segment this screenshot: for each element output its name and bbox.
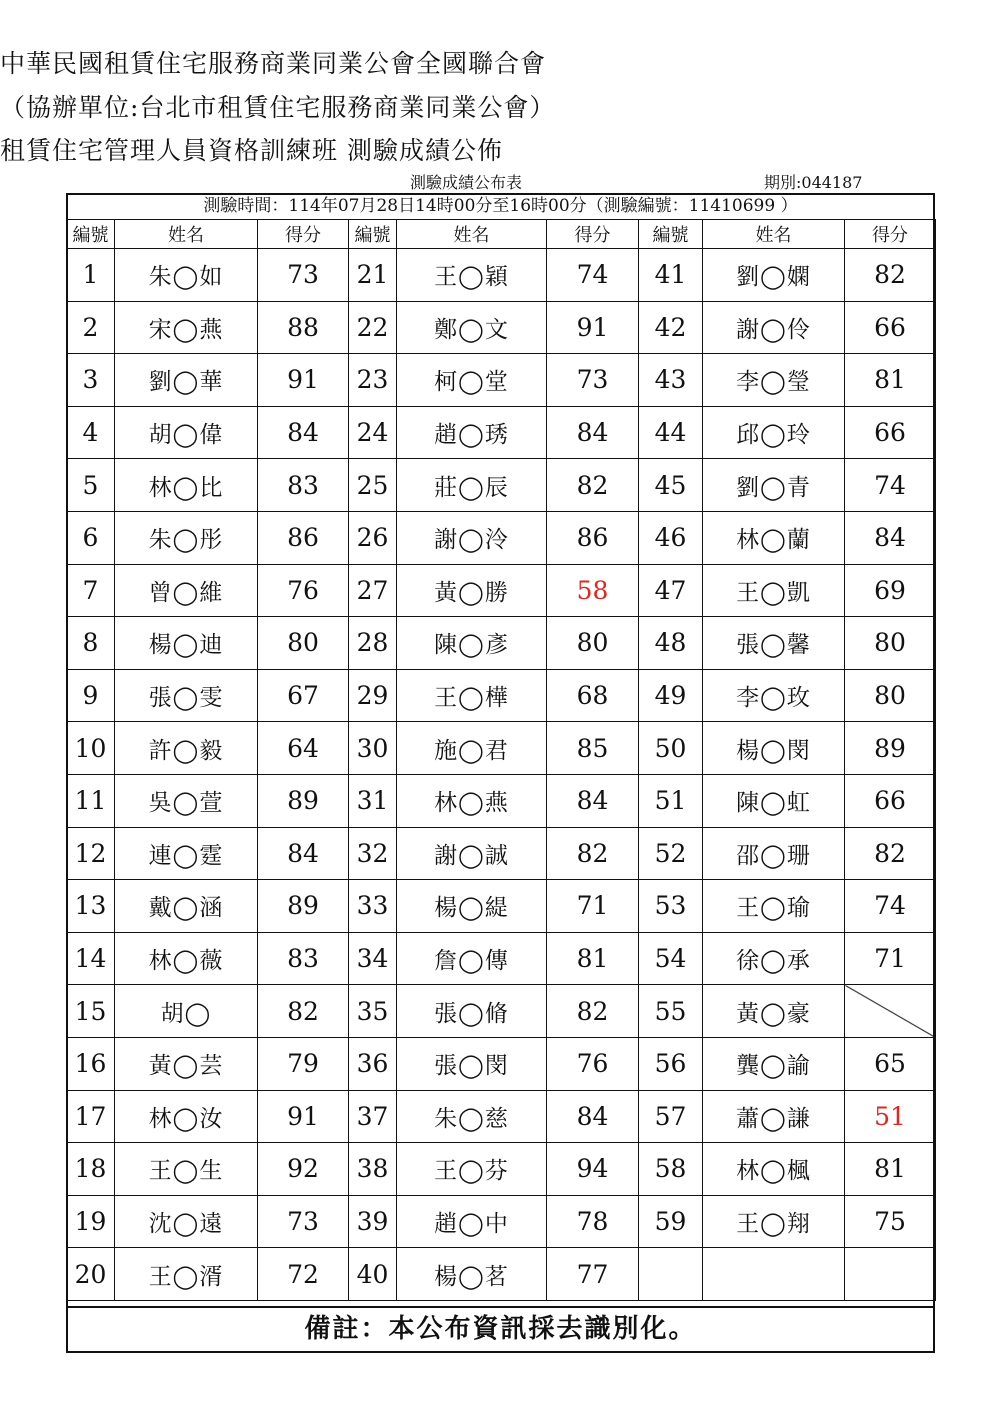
examinee-name: 楊◯迪 (115, 617, 258, 670)
examinee-score: 78 (547, 1195, 639, 1248)
entry-number: 41 (639, 249, 703, 302)
examinee-score: 74 (845, 880, 936, 933)
examinee-name: 王◯瑜 (703, 880, 845, 933)
entry-number: 37 (349, 1090, 397, 1143)
entry-number: 27 (349, 564, 397, 617)
entry-number: 13 (67, 880, 115, 933)
examinee-name: 謝◯誠 (397, 827, 547, 880)
examinee-name: 劉◯華 (115, 354, 258, 407)
examinee-score: 79 (258, 1037, 349, 1090)
period-label: 期別:044187 (764, 173, 863, 192)
exam-info: 測驗時間：114年07月28日14時00分至16時00分（測驗編號：11410699 ） (203, 196, 798, 216)
examinee-name: 鄭◯文 (397, 301, 547, 354)
entry-number: 2 (67, 301, 115, 354)
entry-number: 17 (67, 1090, 115, 1143)
examinee-score: 82 (845, 249, 936, 302)
entry-number: 4 (67, 406, 115, 459)
examinee-score: 80 (258, 617, 349, 670)
table-row (67, 880, 936, 933)
entry-number: 56 (639, 1037, 703, 1090)
entry-number: 19 (67, 1195, 115, 1248)
table-row (67, 774, 936, 827)
examinee-score: 84 (845, 511, 936, 564)
examinee-score: 82 (547, 827, 639, 880)
examinee-score: 66 (845, 774, 936, 827)
examinee-score: 83 (258, 459, 349, 512)
examinee-name: 陳◯彥 (397, 617, 547, 670)
examinee-name: 柯◯堂 (397, 354, 547, 407)
entry-number: 30 (349, 722, 397, 775)
examinee-score: 85 (547, 722, 639, 775)
entry-number: 58 (639, 1143, 703, 1196)
entry-number: 23 (349, 354, 397, 407)
examinee-name: 陳◯虹 (703, 774, 845, 827)
co-organizer-line: （協辦單位:台北市租賃住宅服務商業同業公會） (0, 93, 556, 122)
examinee-name: 許◯毅 (115, 722, 258, 775)
entry-number: 51 (639, 774, 703, 827)
examinee-score: 66 (845, 406, 936, 459)
entry-number: 36 (349, 1037, 397, 1090)
examinee-score: 84 (547, 1090, 639, 1143)
col-header-name: 姓名 (115, 220, 258, 249)
entry-number: 7 (67, 564, 115, 617)
examinee-name: 趙◯中 (397, 1195, 547, 1248)
entry-number: 3 (67, 354, 115, 407)
entry-number: 44 (639, 406, 703, 459)
examinee-name: 王◯湑 (115, 1248, 258, 1301)
entry-number: 59 (639, 1195, 703, 1248)
examinee-name: 林◯薇 (115, 932, 258, 985)
examinee-score: 73 (547, 354, 639, 407)
examinee-name: 朱◯彤 (115, 511, 258, 564)
examinee-name: 李◯玫 (703, 669, 845, 722)
examinee-name: 邵◯珊 (703, 827, 845, 880)
score-table-body (67, 249, 936, 1301)
col-header-score: 得分 (547, 220, 639, 249)
examinee-name: 沈◯遠 (115, 1195, 258, 1248)
examinee-score: 88 (258, 301, 349, 354)
examinee-name: 吳◯萱 (115, 774, 258, 827)
score-table (66, 219, 936, 1301)
empty-score-cell (845, 985, 936, 1038)
examinee-score: 82 (258, 985, 349, 1038)
table-caption: 測驗成績公布表 (410, 173, 523, 192)
entry-number: 12 (67, 827, 115, 880)
examinee-name: 徐◯承 (703, 932, 845, 985)
entry-number: 9 (67, 669, 115, 722)
examinee-score: 83 (258, 932, 349, 985)
examinee-name: 曾◯維 (115, 564, 258, 617)
entry-number: 55 (639, 985, 703, 1038)
examinee-name: 林◯燕 (397, 774, 547, 827)
entry-number: 47 (639, 564, 703, 617)
examinee-score: 86 (258, 511, 349, 564)
examinee-name: 詹◯傳 (397, 932, 547, 985)
entry-number: 34 (349, 932, 397, 985)
entry-number: 50 (639, 722, 703, 775)
entry-number: 15 (67, 985, 115, 1038)
examinee-name: 王◯芬 (397, 1143, 547, 1196)
examinee-score: 73 (258, 249, 349, 302)
examinee-score: 80 (845, 669, 936, 722)
entry-number: 45 (639, 459, 703, 512)
examinee-name: 楊◯茗 (397, 1248, 547, 1301)
examinee-score: 74 (845, 459, 936, 512)
examinee-score (845, 1248, 936, 1301)
table-row (67, 617, 936, 670)
examinee-score: 81 (845, 1143, 936, 1196)
examinee-score: 80 (547, 617, 639, 670)
examinee-score: 91 (258, 1090, 349, 1143)
table-row (67, 406, 936, 459)
col-header-score: 得分 (845, 220, 936, 249)
examinee-name: 楊◯閔 (703, 722, 845, 775)
examinee-name: 趙◯琇 (397, 406, 547, 459)
table-row (67, 669, 936, 722)
examinee-name: 王◯翔 (703, 1195, 845, 1248)
entry-number: 25 (349, 459, 397, 512)
col-header-number: 編號 (67, 220, 115, 249)
examinee-name: 謝◯伶 (703, 301, 845, 354)
entry-number: 6 (67, 511, 115, 564)
examinee-score: 65 (845, 1037, 936, 1090)
entry-number: 43 (639, 354, 703, 407)
entry-number: 8 (67, 617, 115, 670)
entry-number: 21 (349, 249, 397, 302)
entry-number: 52 (639, 827, 703, 880)
examinee-score: 67 (258, 669, 349, 722)
examinee-name: 黃◯豪 (703, 985, 845, 1038)
entry-number: 16 (67, 1037, 115, 1090)
table-row (67, 1037, 936, 1090)
examinee-score: 66 (845, 301, 936, 354)
examinee-score: 71 (547, 880, 639, 933)
entry-number: 20 (67, 1248, 115, 1301)
table-row (67, 459, 936, 512)
table-row (67, 564, 936, 617)
entry-number: 53 (639, 880, 703, 933)
table-row (67, 249, 936, 302)
table-row (67, 1143, 936, 1196)
examinee-score: 81 (547, 932, 639, 985)
examinee-name: 龔◯諭 (703, 1037, 845, 1090)
examinee-name: 林◯楓 (703, 1143, 845, 1196)
examinee-score: 64 (258, 722, 349, 775)
examinee-name: 王◯生 (115, 1143, 258, 1196)
examinee-score: 75 (845, 1195, 936, 1248)
examinee-name: 王◯凱 (703, 564, 845, 617)
col-header-name: 姓名 (397, 220, 547, 249)
entry-number: 48 (639, 617, 703, 670)
examinee-score: 82 (547, 459, 639, 512)
examinee-score: 76 (258, 564, 349, 617)
entry-number: 29 (349, 669, 397, 722)
examinee-score: 89 (258, 880, 349, 933)
examinee-score: 72 (258, 1248, 349, 1301)
entry-number: 46 (639, 511, 703, 564)
footer-note: 備註：本公布資訊採去識別化。 (66, 1306, 935, 1353)
examinee-score: 76 (547, 1037, 639, 1090)
page-title: 中華民國租賃住宅服務商業同業公會全國聯合會 (0, 49, 547, 78)
entry-number: 40 (349, 1248, 397, 1301)
table-row (67, 301, 936, 354)
examinee-name: 張◯馨 (703, 617, 845, 670)
examinee-score: 94 (547, 1143, 639, 1196)
examinee-name: 戴◯涵 (115, 880, 258, 933)
entry-number: 10 (67, 722, 115, 775)
entry-number (639, 1248, 703, 1301)
col-header-number: 編號 (639, 220, 703, 249)
examinee-score: 84 (547, 774, 639, 827)
examinee-name: 張◯脩 (397, 985, 547, 1038)
examinee-score: 82 (845, 827, 936, 880)
examinee-name: 黃◯芸 (115, 1037, 258, 1090)
entry-number: 18 (67, 1143, 115, 1196)
col-header-name: 姓名 (703, 220, 845, 249)
examinee-score: 84 (258, 406, 349, 459)
examinee-name: 張◯閔 (397, 1037, 547, 1090)
examinee-name: 王◯穎 (397, 249, 547, 302)
table-row (67, 1248, 936, 1301)
examinee-name (703, 1248, 845, 1301)
examinee-name: 劉◯青 (703, 459, 845, 512)
examinee-name: 劉◯嫻 (703, 249, 845, 302)
examinee-score: 74 (547, 249, 639, 302)
examinee-name: 張◯雯 (115, 669, 258, 722)
examinee-score: 68 (547, 669, 639, 722)
examinee-name: 林◯蘭 (703, 511, 845, 564)
examinee-name: 林◯比 (115, 459, 258, 512)
entry-number: 28 (349, 617, 397, 670)
entry-number: 11 (67, 774, 115, 827)
examinee-score: 89 (258, 774, 349, 827)
table-header-row (67, 220, 936, 249)
examinee-score: 92 (258, 1143, 349, 1196)
examinee-name: 王◯樺 (397, 669, 547, 722)
examinee-score: 80 (845, 617, 936, 670)
examinee-score: 58 (547, 564, 639, 617)
col-header-number: 編號 (349, 220, 397, 249)
examinee-score: 73 (258, 1195, 349, 1248)
examinee-score: 81 (845, 354, 936, 407)
examinee-name: 李◯瑩 (703, 354, 845, 407)
examinee-name: 朱◯如 (115, 249, 258, 302)
entry-number: 35 (349, 985, 397, 1038)
examinee-name: 蕭◯謙 (703, 1090, 845, 1143)
entry-number: 38 (349, 1143, 397, 1196)
examinee-name: 施◯君 (397, 722, 547, 775)
examinee-name: 宋◯燕 (115, 301, 258, 354)
table-row (67, 1195, 936, 1248)
entry-number: 57 (639, 1090, 703, 1143)
table-row (67, 985, 936, 1038)
examinee-name: 莊◯辰 (397, 459, 547, 512)
entry-number: 14 (67, 932, 115, 985)
examinee-name: 連◯霆 (115, 827, 258, 880)
table-row (67, 1090, 936, 1143)
examinee-name: 黃◯勝 (397, 564, 547, 617)
entry-number: 39 (349, 1195, 397, 1248)
examinee-name: 胡◯偉 (115, 406, 258, 459)
examinee-score: 82 (547, 985, 639, 1038)
col-header-score: 得分 (258, 220, 349, 249)
entry-number: 42 (639, 301, 703, 354)
examinee-score: 91 (258, 354, 349, 407)
examinee-score: 71 (845, 932, 936, 985)
entry-number: 32 (349, 827, 397, 880)
examinee-name: 朱◯慈 (397, 1090, 547, 1143)
entry-number: 49 (639, 669, 703, 722)
examinee-name: 胡◯ (115, 985, 258, 1038)
examinee-name: 楊◯緹 (397, 880, 547, 933)
table-row (67, 354, 936, 407)
entry-number: 33 (349, 880, 397, 933)
examinee-score: 89 (845, 722, 936, 775)
examinee-score: 84 (547, 406, 639, 459)
table-row (67, 827, 936, 880)
examinee-score: 86 (547, 511, 639, 564)
entry-number: 54 (639, 932, 703, 985)
examinee-name: 林◯汝 (115, 1090, 258, 1143)
table-row (67, 511, 936, 564)
entry-number: 1 (67, 249, 115, 302)
examinee-name: 謝◯泠 (397, 511, 547, 564)
examinee-score: 77 (547, 1248, 639, 1301)
examinee-score: 84 (258, 827, 349, 880)
table-row (67, 932, 936, 985)
entry-number: 22 (349, 301, 397, 354)
entry-number: 26 (349, 511, 397, 564)
examinee-score: 69 (845, 564, 936, 617)
table-row (67, 722, 936, 775)
entry-number: 31 (349, 774, 397, 827)
entry-number: 24 (349, 406, 397, 459)
course-title: 租賃住宅管理人員資格訓練班 測驗成績公佈 (0, 136, 503, 165)
examinee-score: 51 (845, 1090, 936, 1143)
examinee-name: 邱◯玲 (703, 406, 845, 459)
examinee-score: 91 (547, 301, 639, 354)
entry-number: 5 (67, 459, 115, 512)
